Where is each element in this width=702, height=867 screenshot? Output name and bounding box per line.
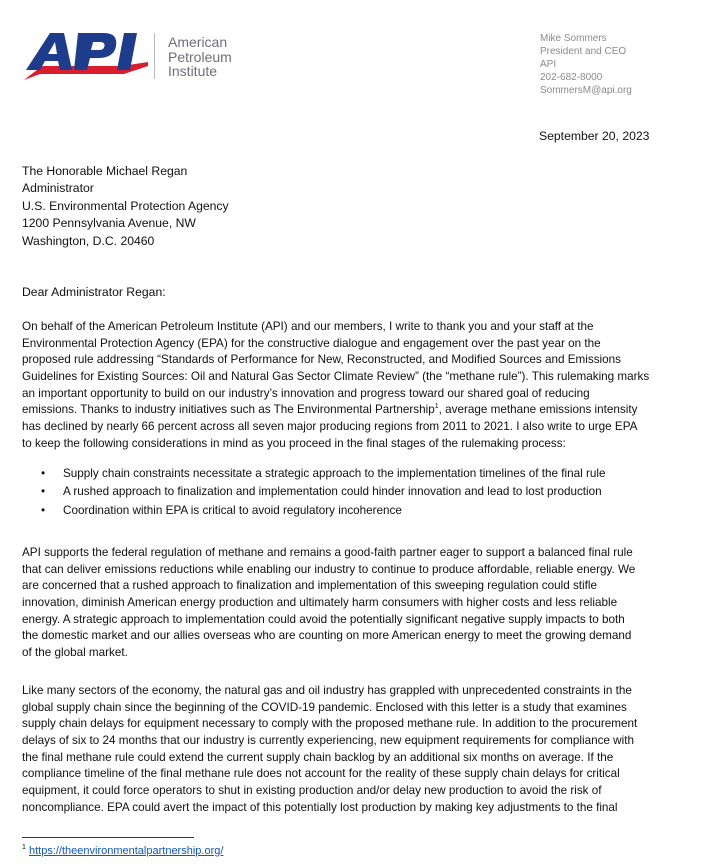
recipient-line: Washington, D.C. 20460 bbox=[22, 233, 155, 248]
paragraph-line: innovation, diminish American energy production and ultimately harm consumers with higher costs and less reliable bbox=[22, 595, 618, 609]
salutation: Dear Administrator Regan: bbox=[22, 285, 166, 299]
sender-title: President and CEO bbox=[540, 46, 627, 57]
list-item: • A rushed approach to finalization and implementation could hinder innovation and lead to lost production bbox=[41, 483, 605, 501]
footnote-link[interactable]: https://theenvironmentalpartnership.org/ bbox=[28, 845, 224, 857]
list-item: • Coordination within EPA is critical to avoid regulatory incoherence bbox=[41, 502, 605, 520]
paragraph-line: that can deliver emissions reductions while enabling our industry to continue to produce affordable, reliable energy. We bbox=[22, 562, 636, 576]
recipient-line: 1200 Pennsylvania Avenue, NW bbox=[22, 216, 196, 231]
paragraph-intro bbox=[22, 319, 682, 452]
sender-name: Mike Sommers bbox=[540, 33, 607, 44]
list-item: • Supply chain constraints necessitate a strategic approach to the implementation timelines of the final rule bbox=[41, 465, 605, 483]
sender-org: API bbox=[540, 59, 557, 70]
paragraph-line: noncompliance. EPA could avert the impact of this potentially lost production by making key adjustments to the final bbox=[22, 800, 618, 814]
recipient-line: Administrator bbox=[22, 181, 94, 196]
paragraph-line: delays of six to 24 months that our industry is currently experiencing, new equipment requirements for compliance with bbox=[22, 733, 634, 747]
paragraph-line: energy. A strategic approach to implementation could avoid the potentially significant negative supply impacts to both bbox=[22, 612, 625, 626]
paragraph-line: an important opportunity to build on our industry’s innovation and progress toward our shared goal of reducing bbox=[22, 386, 590, 400]
footnote-number: 1 bbox=[22, 844, 26, 851]
paragraph-line: the final methane rule could extend the current supply chain backlog by an additional six months on average. If the bbox=[22, 750, 614, 764]
paragraph-supply-chain bbox=[22, 683, 682, 816]
logo-divider bbox=[154, 33, 155, 79]
paragraph-line: Guidelines for Existing Sources: Oil and Natural Gas Sector Climate Review” (the “methane rule”). This rulemaking marks bbox=[22, 369, 650, 383]
line-text: emissions. Thanks to industry initiatives such as The Environmental Partnership bbox=[22, 403, 435, 417]
paragraph-line bbox=[22, 402, 682, 419]
letter-date: September 20, 2023 bbox=[539, 129, 650, 143]
paragraph-line: has declined by nearly 66 percent across all seven major producing regions from 2011 to 2021. I also write to urge EPA bbox=[22, 419, 638, 433]
paragraph-line: to keep the following considerations in mind as you proceed in the final stages of the rulemaking process: bbox=[22, 436, 566, 450]
sender-block bbox=[540, 32, 632, 97]
paragraph-line: of the global market. bbox=[22, 645, 128, 659]
paragraph-support bbox=[22, 545, 682, 662]
paragraph-line: Environmental Protection Agency (EPA) for the constructive dialogue and engagement over the past year on the bbox=[22, 336, 601, 350]
paragraph-line: are concerned that a rushed approach to finalization and implementation of this sweeping regulation could stifle bbox=[22, 579, 597, 593]
paragraph-line: Like many sectors of the economy, the natural gas and oil industry has grappled with unprecedented constraints in the bbox=[22, 684, 632, 697]
recipient-line: U.S. Environmental Protection Agency bbox=[22, 198, 229, 213]
footnote bbox=[22, 845, 223, 857]
paragraph-line: API supports the federal regulation of methane and remains a good-faith partner eager to support a balanced final rule bbox=[22, 546, 633, 559]
footnote-reference[interactable]: 1 bbox=[434, 403, 439, 411]
sender-email[interactable]: SommersM@api.org bbox=[540, 85, 632, 96]
recipient-line: The Honorable Michael Regan bbox=[22, 164, 188, 178]
logo-name-line: Institute bbox=[168, 63, 218, 79]
considerations-list bbox=[41, 465, 605, 520]
paragraph-line: equipment, it could force operators to shut in existing production and/or delay new production to avoid the risk of bbox=[22, 783, 602, 797]
paragraph-line: proposed rule addressing “Standards of Performance for New, Reconstructed, and Modified Sources and Emissions bbox=[22, 353, 621, 367]
paragraph-line: On behalf of the American Petroleum Institute (API) and our members, I write to thank you and your staff at the bbox=[22, 320, 594, 333]
logo-name-line: Petroleum bbox=[168, 48, 232, 65]
logo-org-name bbox=[168, 35, 232, 79]
api-logo bbox=[24, 30, 232, 84]
paragraph-line: global supply chain since the beginning of the COVID-19 pandemic. Enclosed with this letter is a study that examines bbox=[22, 700, 627, 714]
recipient-address bbox=[22, 163, 229, 250]
logo-name-line: American bbox=[168, 34, 228, 50]
paragraph-line: supply chain delays for equipment necessary to comply with the proposed methane rule. In addition to the procurement bbox=[22, 717, 638, 731]
line-text: , average methane emissions intensity bbox=[438, 403, 638, 417]
sender-phone: 202-682-8000 bbox=[540, 72, 603, 83]
footnote-divider bbox=[22, 837, 194, 838]
api-logo-mark bbox=[24, 30, 148, 80]
paragraph-line: compliance timeline of the final methane rule does not account for the reality of these supply chain delays for critical bbox=[22, 767, 620, 781]
paragraph-line: the domestic market and our allies overseas who are counting on more American energy to meet the growing demand bbox=[22, 629, 632, 643]
